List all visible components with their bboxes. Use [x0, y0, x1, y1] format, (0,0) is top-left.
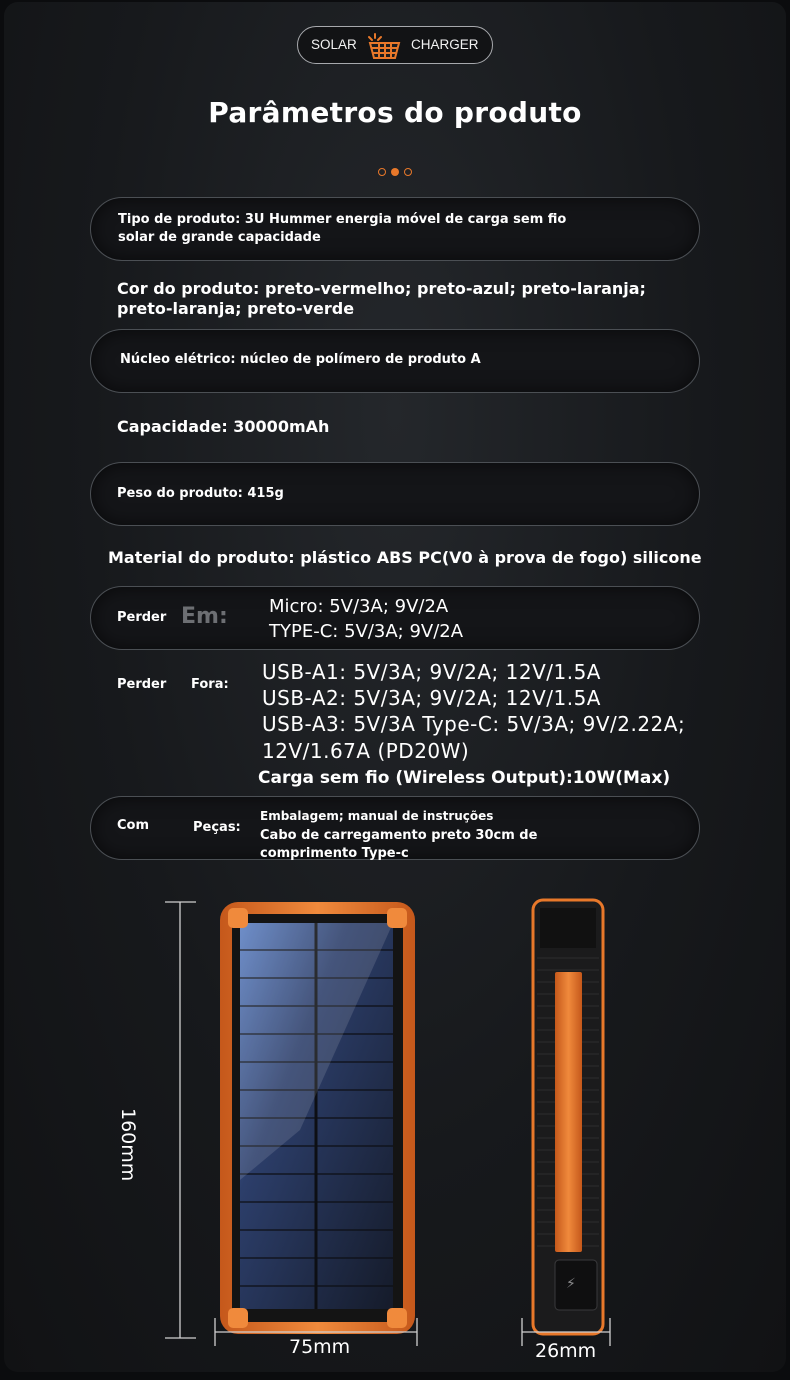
badge-left-label: SOLAR	[311, 37, 357, 52]
parts-line2: Cabo de carregamento preto 30cm de	[260, 828, 538, 843]
dimension-height: 160mm	[117, 1108, 139, 1182]
spec-cor-line2: preto-laranja; preto-verde	[117, 299, 355, 318]
dot-1	[378, 168, 386, 176]
parts-line3: comprimento Type-c	[260, 846, 409, 861]
spec-pill-tipo	[90, 197, 700, 261]
spec-cor-line1: Cor do produto: preto-vermelho; preto-azul; preto-laranja;	[117, 279, 646, 298]
output-line1: USB-A1: 5V/3A; 9V/2A; 12V/1.5A	[262, 660, 601, 684]
dot-2	[391, 168, 399, 176]
power-bank-side	[533, 900, 603, 1334]
solar-panel-icon	[366, 31, 404, 61]
output-sublabel: Fora:	[191, 677, 229, 692]
dot-3	[404, 168, 412, 176]
spec-tipo-line1: Tipo de produto: 3U Hummer energia móvel de carga sem fio	[118, 212, 567, 227]
page-title: Parâmetros do produto	[208, 96, 582, 129]
spec-tipo-line2: solar de grande capacidade	[118, 230, 321, 245]
input-label: Perder	[117, 610, 167, 625]
output-wireless: Carga sem fio (Wireless Output):10W(Max)	[258, 768, 671, 788]
height-dimension-line	[165, 902, 196, 1338]
output-line3: USB-A3: 5V/3A Type-C: 5V/3A; 9V/2.22A;	[262, 712, 686, 736]
input-line2: TYPE-C: 5V/3A; 9V/2A	[269, 621, 464, 642]
parts-label: Com	[117, 818, 150, 833]
output-line2: USB-A2: 5V/3A; 9V/2A; 12V/1.5A	[262, 686, 601, 710]
dimension-width: 75mm	[289, 1336, 351, 1358]
output-line4: 12V/1.67A (PD20W)	[262, 739, 470, 763]
badge-right-label: CHARGER	[411, 37, 479, 52]
parts-sublabel: Peças:	[193, 820, 241, 835]
input-line1: Micro: 5V/3A; 9V/2A	[269, 596, 449, 617]
pagination-dots	[378, 168, 418, 178]
dimension-depth: 26mm	[535, 1340, 597, 1362]
input-sublabel: Em:	[181, 604, 228, 629]
svg-text:⚡: ⚡	[566, 1276, 576, 1292]
spec-nucleo: Núcleo elétrico: núcleo de polímero de produto A	[120, 352, 481, 367]
output-label: Perder	[117, 677, 167, 692]
solar-charger-badge	[297, 26, 493, 64]
power-bank-front	[220, 902, 415, 1334]
parts-line1: Embalagem; manual de instruções	[260, 809, 494, 823]
spec-capacidade: Capacidade: 30000mAh	[117, 417, 330, 436]
spec-material: Material do produto: plástico ABS PC(V0 à prova de fogo) silicone	[108, 548, 702, 567]
spec-peso: Peso do produto: 415g	[117, 486, 284, 501]
